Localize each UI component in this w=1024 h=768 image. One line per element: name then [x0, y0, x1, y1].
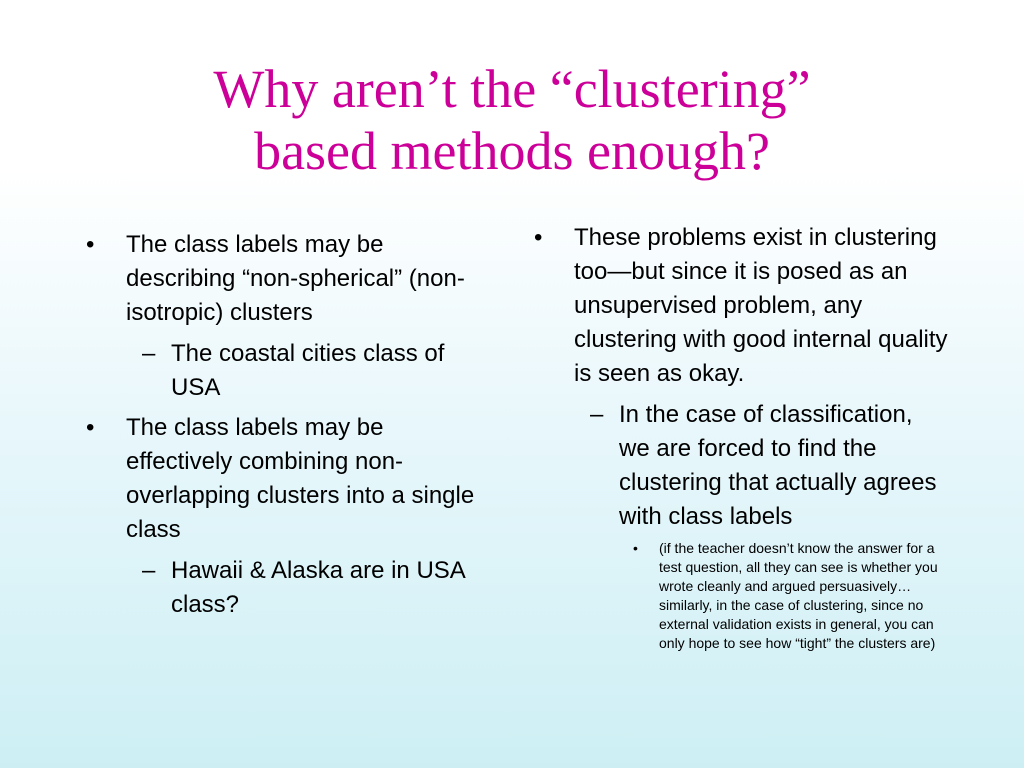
right-column: [528, 221, 948, 653]
dash-icon: –: [142, 340, 156, 367]
bullet-text: These problems exist in clustering too—but since it is posed as an unsupervised problem, any clustering with good internal quality is seen as okay.: [574, 224, 948, 387]
sub-bullet-text: Hawaii & Alaska are in USA class?: [171, 557, 465, 618]
slide-title-line-2: based methods enough?: [254, 121, 770, 181]
sub-bullet-item: [80, 337, 480, 405]
sub-sub-bullet-item: [528, 539, 948, 653]
bullet-item: [80, 228, 480, 330]
bullet-item: [80, 411, 480, 547]
slide-title: [80, 58, 944, 182]
sub-bullet-text: In the case of classification, we are forced to find the clustering that actually agrees with class labels: [619, 401, 937, 530]
sub-bullet-item: [80, 554, 480, 622]
slide-title-line-1: Why aren’t the “clustering”: [213, 59, 811, 119]
bullet-text: The class labels may be describing “non-spherical” (non-isotropic) clusters: [126, 231, 465, 326]
sub-sub-bullet-text: (if the teacher doesn’t know the answer for a test question, all they can see is whether you wrote cleanly and argued persuasively… similarly, in the case of clustering, since no external validation exists in general, you can only hope to see how “tight” the clusters are): [659, 540, 938, 651]
bullet-text: The class labels may be effectively combining non-overlapping clusters into a single class: [126, 414, 475, 543]
left-column: [80, 228, 480, 622]
bullet-icon: •: [633, 540, 638, 556]
dash-icon: –: [142, 557, 156, 584]
dash-icon: –: [590, 401, 604, 428]
bullet-icon: •: [86, 231, 95, 258]
sub-bullet-item: [528, 398, 948, 534]
bullet-item: [528, 221, 948, 391]
bullet-icon: •: [534, 224, 543, 251]
bullet-icon: •: [86, 414, 95, 441]
sub-bullet-text: The coastal cities class of USA: [171, 340, 445, 401]
